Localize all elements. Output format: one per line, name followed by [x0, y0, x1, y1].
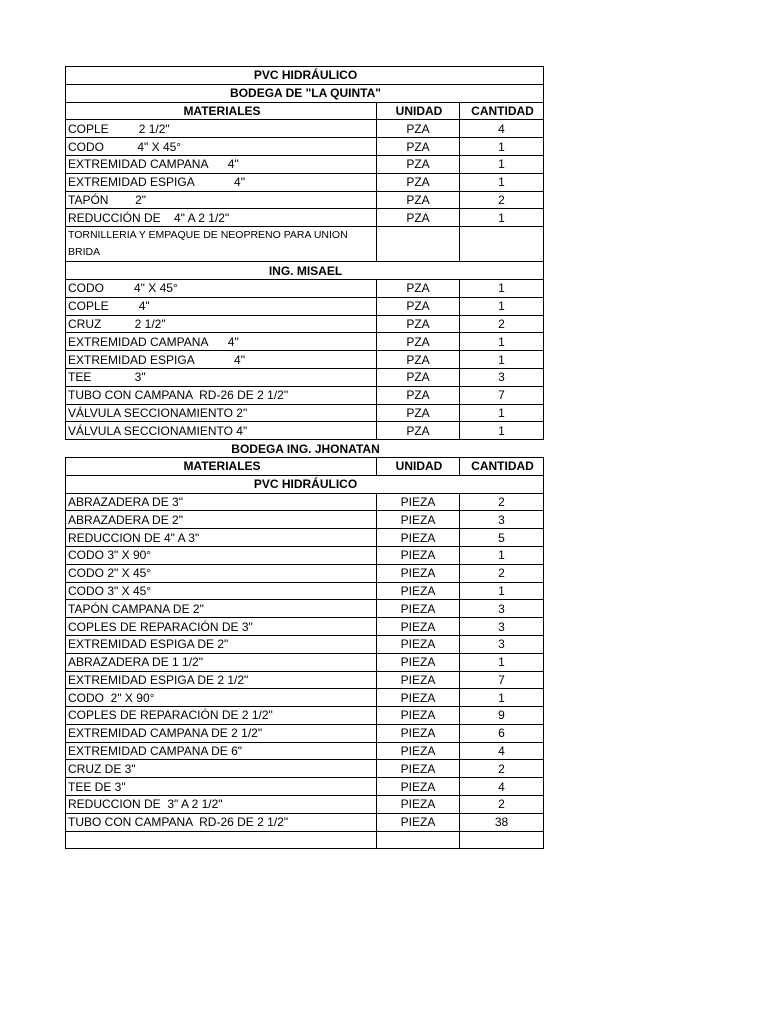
unit-cell: PIEZA	[377, 742, 460, 760]
table-row	[66, 351, 544, 369]
section3-subtitle-row	[66, 475, 544, 493]
quantity-cell: 1	[460, 297, 544, 315]
quantity-cell: 38	[460, 813, 544, 831]
unit-cell: PZA	[377, 209, 460, 227]
material-cell: COPLE 2 1/2"	[66, 120, 377, 138]
quantity-cell: 5	[460, 529, 544, 547]
quantity-cell: 1	[460, 404, 544, 422]
quantity-cell: 2	[460, 760, 544, 778]
material-cell: COPLES DE REPARACIÓN DE 3"	[66, 618, 377, 636]
spreadsheet	[65, 66, 543, 849]
unit-cell: PZA	[377, 173, 460, 191]
unit-cell: PZA	[377, 333, 460, 351]
unit-cell: PZA	[377, 138, 460, 156]
table-row	[66, 191, 544, 209]
material-cell: ABRAZADERA DE 3"	[66, 493, 377, 511]
table-row	[66, 315, 544, 333]
table-row	[66, 297, 544, 315]
unit-cell: PIEZA	[377, 813, 460, 831]
quantity-cell: 3	[460, 368, 544, 386]
header-unidad: UNIDAD	[377, 457, 460, 475]
section2-title-row	[66, 262, 544, 280]
table-row	[66, 546, 544, 564]
section1-header-row	[66, 102, 544, 120]
quantity-cell: 1	[460, 422, 544, 440]
note-cell: TORNILLERIA Y EMPAQUE DE NEOPRENO PARA UNION BRIDA	[66, 227, 377, 262]
quantity-cell: 4	[460, 778, 544, 796]
material-cell: CODO 4" X 45°	[66, 138, 377, 156]
table-row	[66, 493, 544, 511]
quantity-cell: 2	[460, 493, 544, 511]
unit-cell: PZA	[377, 315, 460, 333]
material-cell: VÁLVULA SECCIONAMIENTO 2"	[66, 404, 377, 422]
header-cantidad: CANTIDAD	[460, 102, 544, 120]
table-row	[66, 689, 544, 707]
quantity-cell: 1	[460, 279, 544, 297]
quantity-cell: 1	[460, 173, 544, 191]
material-cell: EXTREMIDAD ESPIGA 4"	[66, 351, 377, 369]
materials-table	[65, 66, 544, 849]
quantity-cell: 1	[460, 582, 544, 600]
quantity-cell: 1	[460, 155, 544, 173]
table-row	[66, 422, 544, 440]
table-row	[66, 796, 544, 814]
table-row	[66, 707, 544, 725]
header-unidad: UNIDAD	[377, 102, 460, 120]
note-row	[66, 227, 544, 262]
material-cell: ABRAZADERA DE 2"	[66, 511, 377, 529]
unit-cell: PZA	[377, 404, 460, 422]
empty-cell	[66, 831, 377, 849]
unit-cell: PZA	[377, 368, 460, 386]
material-cell: EXTREMIDAD ESPIGA DE 2 1/2"	[66, 671, 377, 689]
empty-cell	[460, 831, 544, 849]
material-cell: CRUZ DE 3"	[66, 760, 377, 778]
table-row	[66, 279, 544, 297]
table-row	[66, 386, 544, 404]
material-cell: EXTREMIDAD CAMPANA 4"	[66, 333, 377, 351]
quantity-cell: 7	[460, 671, 544, 689]
unit-cell: PIEZA	[377, 724, 460, 742]
unit-cell: PIEZA	[377, 618, 460, 636]
table-row	[66, 618, 544, 636]
material-cell: EXTREMIDAD CAMPANA DE 2 1/2"	[66, 724, 377, 742]
quantity-cell: 4	[460, 120, 544, 138]
table-row	[66, 209, 544, 227]
material-cell: VÁLVULA SECCIONAMIENTO 4"	[66, 422, 377, 440]
quantity-cell: 1	[460, 546, 544, 564]
quantity-cell: 3	[460, 618, 544, 636]
unit-cell: PIEZA	[377, 635, 460, 653]
table-row	[66, 120, 544, 138]
unit-cell: PIEZA	[377, 760, 460, 778]
table-row	[66, 404, 544, 422]
material-cell: CODO 3" X 45°	[66, 582, 377, 600]
unit-cell: PZA	[377, 120, 460, 138]
material-cell: CODO 2" X 90°	[66, 689, 377, 707]
material-cell: REDUCCIÓN DE 4" A 2 1/2"	[66, 209, 377, 227]
material-cell: TAPÓN CAMPANA DE 2"	[66, 600, 377, 618]
material-cell: CODO 3" X 90°	[66, 546, 377, 564]
quantity-cell: 3	[460, 635, 544, 653]
quantity-cell: 2	[460, 796, 544, 814]
table-row	[66, 653, 544, 671]
table-row	[66, 582, 544, 600]
unit-cell: PIEZA	[377, 796, 460, 814]
table-row	[66, 138, 544, 156]
material-cell: EXTREMIDAD CAMPANA DE 6"	[66, 742, 377, 760]
unit-cell: PIEZA	[377, 564, 460, 582]
unit-cell: PZA	[377, 351, 460, 369]
quantity-cell: 1	[460, 653, 544, 671]
material-cell: COPLES DE REPARACIÓN DE 2 1/2"	[66, 707, 377, 725]
quantity-cell: 9	[460, 707, 544, 725]
material-cell: EXTREMIDAD ESPIGA DE 2"	[66, 635, 377, 653]
section3-title: BODEGA ING. JHONATAN	[231, 441, 380, 456]
table-row	[66, 742, 544, 760]
table-row	[66, 760, 544, 778]
material-cell: CODO 4" X 45°	[66, 279, 377, 297]
quantity-cell: 1	[460, 333, 544, 351]
quantity-cell: 2	[460, 564, 544, 582]
table-row	[66, 671, 544, 689]
quantity-cell: 6	[460, 724, 544, 742]
unit-cell: PIEZA	[377, 582, 460, 600]
unit-cell: PIEZA	[377, 600, 460, 618]
unit-cell	[377, 227, 460, 262]
unit-cell: PZA	[377, 422, 460, 440]
unit-cell: PIEZA	[377, 689, 460, 707]
material-cell: TEE 3"	[66, 368, 377, 386]
material-cell: ABRAZADERA DE 1 1/2"	[66, 653, 377, 671]
material-cell: TEE DE 3"	[66, 778, 377, 796]
table-row	[66, 173, 544, 191]
unit-cell: PIEZA	[377, 671, 460, 689]
quantity-cell: 3	[460, 511, 544, 529]
material-cell: EXTREMIDAD CAMPANA 4"	[66, 155, 377, 173]
table-row	[66, 778, 544, 796]
material-cell: CRUZ 2 1/2"	[66, 315, 377, 333]
quantity-cell: 1	[460, 138, 544, 156]
table-row	[66, 724, 544, 742]
material-cell: TAPÓN 2"	[66, 191, 377, 209]
section3-header-row	[66, 457, 544, 475]
unit-cell: PIEZA	[377, 493, 460, 511]
table-row	[66, 155, 544, 173]
section1-subtitle: BODEGA DE "LA QUINTA"	[66, 84, 544, 102]
unit-cell: PZA	[377, 155, 460, 173]
unit-cell: PZA	[377, 279, 460, 297]
table-row	[66, 511, 544, 529]
quantity-cell: 1	[460, 689, 544, 707]
section2-title: ING. MISAEL	[66, 262, 544, 280]
empty-row	[66, 831, 544, 849]
unit-cell: PIEZA	[377, 653, 460, 671]
table-row	[66, 368, 544, 386]
unit-cell: PIEZA	[377, 546, 460, 564]
section3-title-row	[66, 440, 544, 458]
header-cantidad: CANTIDAD	[460, 457, 544, 475]
unit-cell: PIEZA	[377, 778, 460, 796]
section3-subtitle: PVC HIDRÁULICO	[66, 475, 544, 493]
unit-cell: PZA	[377, 386, 460, 404]
quantity-cell: 4	[460, 742, 544, 760]
header-materiales: MATERIALES	[66, 457, 377, 475]
unit-cell: PZA	[377, 297, 460, 315]
unit-cell: PIEZA	[377, 511, 460, 529]
material-cell: CODO 2" X 45°	[66, 564, 377, 582]
quantity-cell	[460, 227, 544, 262]
quantity-cell: 1	[460, 209, 544, 227]
quantity-cell: 2	[460, 315, 544, 333]
unit-cell: PIEZA	[377, 707, 460, 725]
table-row	[66, 333, 544, 351]
table-row	[66, 529, 544, 547]
quantity-cell: 2	[460, 191, 544, 209]
section1-title-row	[66, 67, 544, 85]
quantity-cell: 1	[460, 351, 544, 369]
header-materiales: MATERIALES	[66, 102, 377, 120]
section1-title: PVC HIDRÁULICO	[66, 67, 544, 85]
material-cell: TUBO CON CAMPANA RD-26 DE 2 1/2"	[66, 386, 377, 404]
unit-cell: PZA	[377, 191, 460, 209]
material-cell: TUBO CON CAMPANA RD-26 DE 2 1/2"	[66, 813, 377, 831]
section1-subtitle-row	[66, 84, 544, 102]
table-row	[66, 813, 544, 831]
material-cell: REDUCCION DE 3" A 2 1/2"	[66, 796, 377, 814]
quantity-cell: 3	[460, 600, 544, 618]
quantity-cell: 7	[460, 386, 544, 404]
table-row	[66, 635, 544, 653]
material-cell: COPLE 4"	[66, 297, 377, 315]
material-cell: REDUCCION DE 4" A 3"	[66, 529, 377, 547]
materials-table-body	[66, 67, 544, 849]
empty-cell	[377, 831, 460, 849]
material-cell: EXTREMIDAD ESPIGA 4"	[66, 173, 377, 191]
table-row	[66, 600, 544, 618]
table-row	[66, 564, 544, 582]
unit-cell: PIEZA	[377, 529, 460, 547]
